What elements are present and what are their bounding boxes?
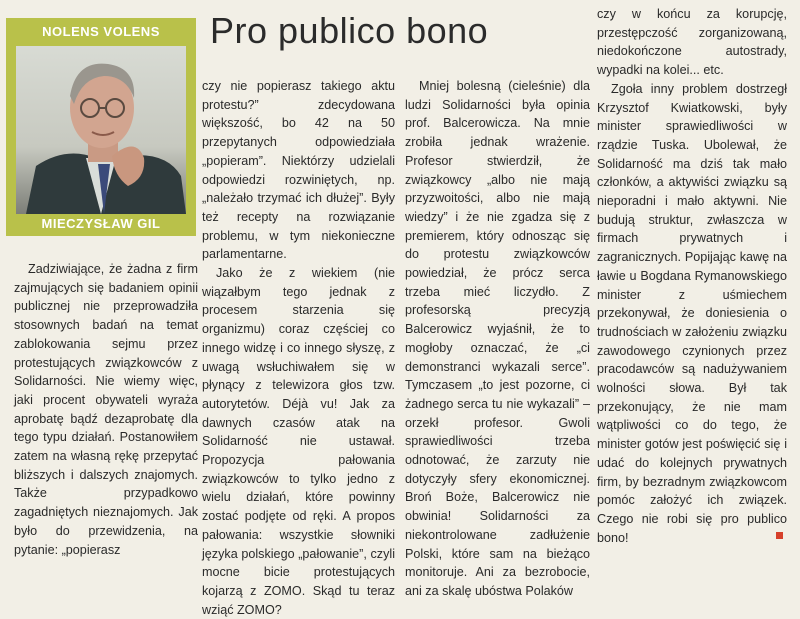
paragraph: Jako że z wiekiem (nie wiązałbym tego jednak z procesem starzenia się organizmu) coraz częściej co innego widzę i co innego słyszę, z uwagą wsłuchiwałem się w płynący z telewizora głos tzw. autorytetów. Déjà vu! Jak za dawnych czasów atak na Solidarność nie ustawał. Propozycja pałowania związkowców to tylko jedno z wielu działań, które powinny zostać podjęte od ręki. A propos pałowania: wszystkie słowniki języka polskiego „pałowanie”, czyli mocne bicie protestujących kojarzą z ZOMO. Skąd tu teraz wziąć ZOMO?	[202, 266, 395, 617]
article-column-4	[597, 5, 787, 547]
paragraph: czy nie popierasz takiego aktu protestu?” zdecydowana większość, bo 42 na 50 przepytanych odpowiedziała „popieram”. Niektórzy udzielali odpowiedzi rozwiniętych, np. „należało trzymać ich dłużej”. Były też recepty na rozwiązanie problemu, w tym niekonieczne parlamentarne.	[202, 79, 395, 262]
paragraph: czy w końcu za korupcję, przestępczość zorganizowaną, niedokończone autostrady, wypadki na kolei... etc.	[597, 7, 787, 78]
author-photo-box	[6, 18, 196, 236]
paragraph: Zadziwiające, że żadna z firm zajmujących się badaniem opinii publicznej nie przeprowadziła stosownych badań na temat zablokowania sejmu przez protestujących związkowców z Solidarności. Nie wiemy więc, jaki procent obywateli wyraża aprobatę bądź dezaprobatę dla tego typu działań. Postanowiłem zatem na własną rękę przepytać bliższych i dalszych znajomych. Także przypadkowo zagadniętych nieznajomych. Jak było do przewidzenia, na pytanie: „popierasz	[14, 262, 198, 557]
column-title: NOLENS VOLENS	[42, 24, 160, 39]
article-column-3	[405, 77, 590, 601]
author-name: MIECZYSŁAW GIL	[41, 216, 161, 231]
portrait-illustration	[16, 46, 186, 214]
article-headline: Pro publico bono	[210, 10, 489, 51]
end-of-article-mark	[776, 532, 783, 539]
article-column-1	[14, 260, 198, 559]
paragraph: Zgoła inny problem dostrzegł Krzysztof Kwiatkowski, były minister sprawiedliwości w rządzie Tuska. Ubolewał, że Solidarność ma dziś tak mało członków, a aktywiści związku są nieporadni i mało aktywni. Nie budują struktur, zwłaszcza w firmach prywatnych i zagranicznych. Popijając kawę na ławie u Bogdana Rymanowskiego minister z uśmiechem przekonywał, że doniesienia o trudnościach w założeniu związku zawodowego czynionych przez pracodawców są nadużywaniem wolności słowa. Był tak przekonujący, że nie mam wątpliwości co do tego, że minister gotów jest poświęcić się i udać do kolejnych prywatnych firm, by bezradnym związkowcom pomóc założyć ich związek. Czego nie robi się pro publico bono!	[597, 81, 787, 545]
paragraph: Mniej bolesną (cieleśnie) dla ludzi Solidarności była opinia prof. Balcerowicza. Na mnie zrobiła jednak wrażenie. Profesor stwierdził, że związkowcy „albo nie mają przyzwoitości, albo nie mają wiedzy” i że nie zgadza się z premierem, który odnosząc się do protestu związkowców powiedział, że prócz serca trzeba mieć liczydło. Z profesorską precyzją Balcerowicz wyjaśnił, że to mogłoby oznaczać, że „ci demonstranci wykazali serce”. Tymczasem „to jest pozorne, ci żadnego serca tu nie wykazali” – orzekł profesor. Gwoli sprawiedliwości trzeba odnotować, że zarzuty nie dotyczyły sfery ekonomicznej. Broń Boże, Balcerowicz nie obwinia! Solidarności za niekontrolowane zadłużenie Polski, które sam na bieżąco monitoruje. Ani za bezrobocie, ani za skalę ubóstwa Polaków	[405, 79, 590, 598]
author-portrait	[16, 46, 186, 214]
article-column-2	[202, 77, 395, 619]
